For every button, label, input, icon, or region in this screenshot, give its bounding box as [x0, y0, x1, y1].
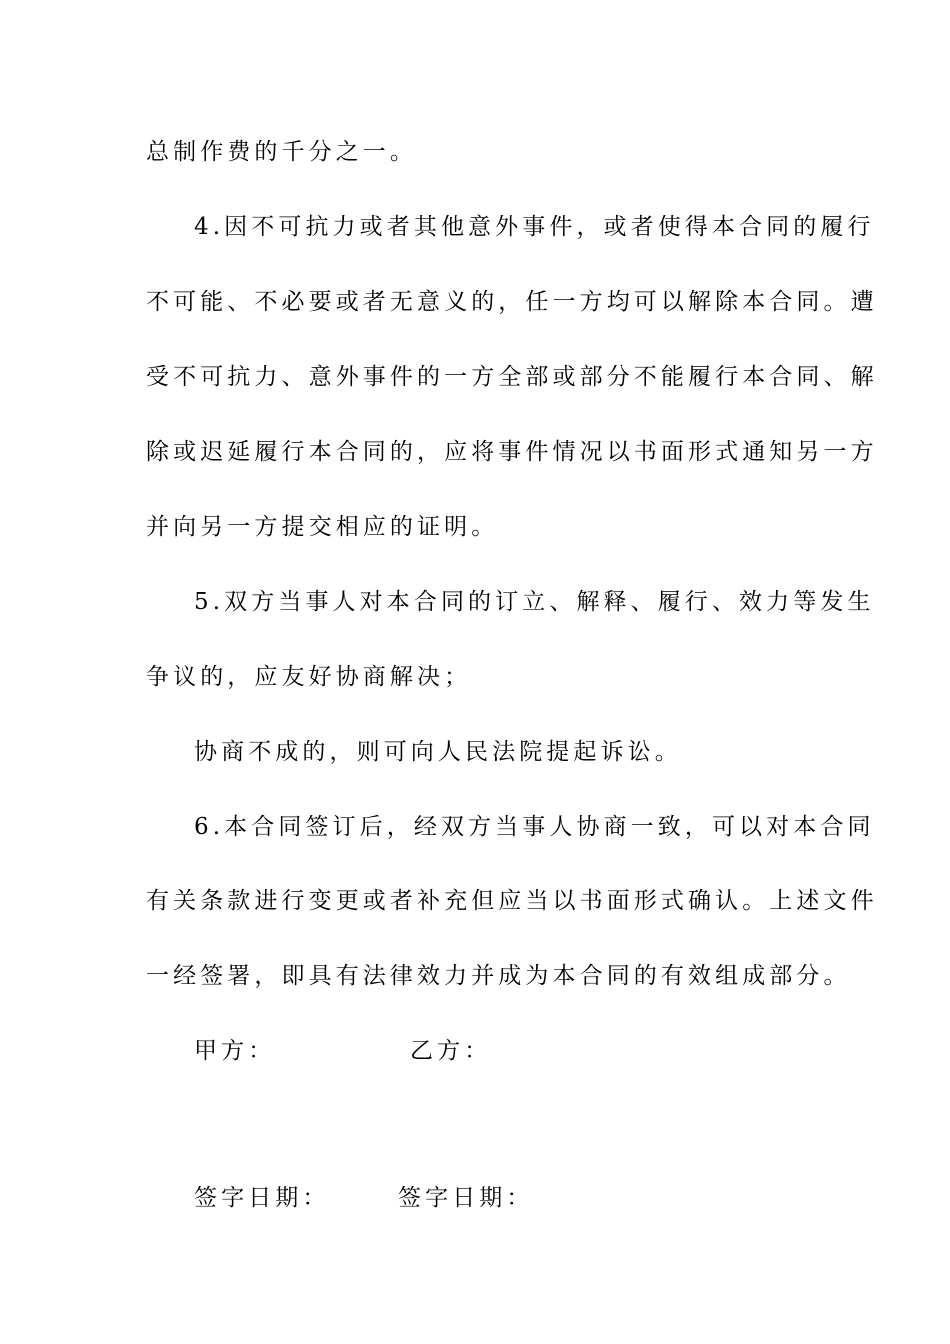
paragraph-line: 不可能、不必要或者无意义的，任一方均可以解除本合同。遭 — [146, 289, 878, 315]
party-b-label: 乙方： — [410, 1038, 492, 1064]
paragraph-line: 受不可抗力、意外事件的一方全部或部分不能履行本合同、解 — [146, 364, 878, 390]
party-a-sign-date-label: 签字日期： — [194, 1185, 330, 1211]
paragraph-line: 并向另一方提交相应的证明。 — [146, 514, 499, 540]
paragraph-line: 争议的，应友好协商解决； — [146, 664, 472, 690]
paragraph-line: 有关条款进行变更或者补充但应当以书面形式确认。上述文件 — [146, 888, 878, 914]
paragraph-line: 5.双方当事人对本合同的订立、解释、履行、效力等发生 — [194, 589, 875, 615]
party-b-sign-date-label: 签字日期： — [398, 1185, 534, 1211]
paragraph-line: 6.本合同签订后，经双方当事人协商一致，可以对本合同 — [194, 814, 875, 840]
party-a-label: 甲方： — [194, 1038, 276, 1064]
paragraph-line: 除或迟延履行本合同的，应将事件情况以书面形式通知另一方 — [146, 439, 878, 465]
paragraph-line: 协商不成的，则可向人民法院提起诉讼。 — [194, 739, 682, 765]
paragraph-line: 总制作费的千分之一。 — [146, 139, 417, 165]
paragraph-line: 一经签署，即具有法律效力并成为本合同的有效组成部分。 — [146, 963, 851, 989]
paragraph-line: 4.因不可抗力或者其他意外事件，或者使得本合同的履行 — [194, 214, 875, 240]
